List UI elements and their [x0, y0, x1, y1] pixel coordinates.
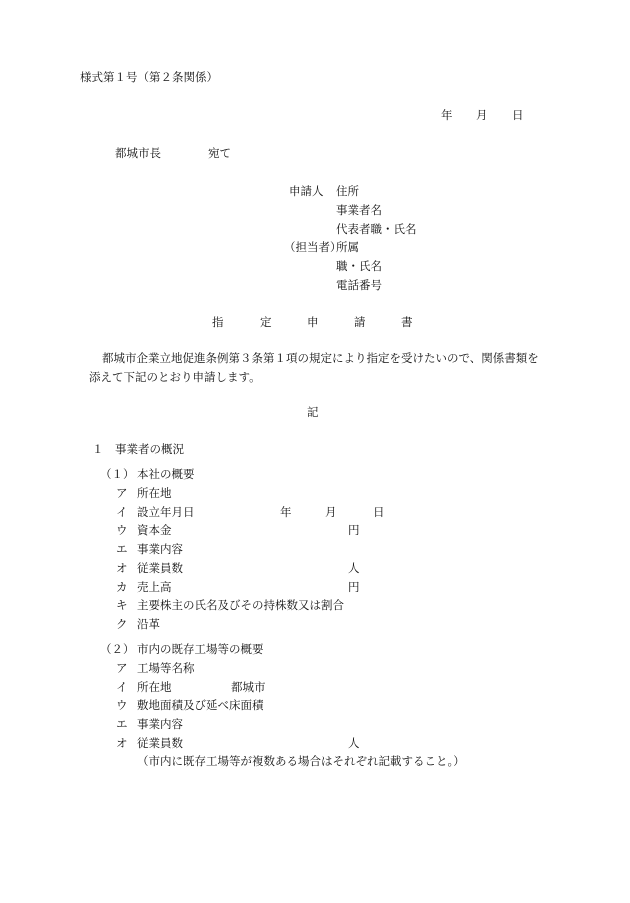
sub1-title: 本社の概要 — [137, 467, 195, 481]
title-char: 書 — [401, 315, 413, 329]
item-mark: ア — [116, 661, 128, 675]
form-label: 様式第１号（第２条関係） — [80, 70, 218, 84]
body-line-2: 添えて下記のとおり申請します。 — [89, 370, 261, 384]
item-value: 都城市 — [231, 680, 266, 694]
title-char: 指 — [212, 315, 224, 329]
item-label: 資本金 — [137, 523, 172, 537]
item-label: 主要株主の氏名及びその持株数又は割合 — [137, 598, 344, 612]
sub2-note: （市内に既存工場等が複数ある場合はそれぞれ記載すること。） — [137, 754, 465, 768]
item-mark: オ — [116, 736, 128, 750]
item-label: 敷地面積及び延べ床面積 — [137, 698, 264, 712]
contact-department: 所属 — [336, 240, 359, 254]
item-label: 沿革 — [137, 617, 160, 631]
item-mark: ク — [116, 617, 128, 631]
item-unit: 人 — [348, 561, 360, 575]
item-mark: カ — [116, 580, 128, 594]
item-unit: 円 — [348, 580, 360, 594]
contact-name: 職・氏名 — [336, 259, 382, 273]
item-label: 事業内容 — [137, 542, 183, 556]
item-label: 設立年月日 — [137, 505, 195, 519]
addressee-name: 都城市長 — [115, 146, 161, 160]
item-mark: エ — [116, 542, 128, 556]
title-char: 定 — [260, 315, 272, 329]
title-char: 請 — [354, 315, 366, 329]
item-mark: キ — [116, 598, 128, 612]
sub1-number: （１） — [100, 467, 135, 481]
item-unit: 円 — [348, 523, 360, 537]
title-char: 申 — [307, 315, 319, 329]
item-day: 日 — [373, 505, 385, 519]
sub2-title: 市内の既存工場等の概要 — [137, 642, 264, 656]
item-label: 所在地 — [137, 486, 172, 500]
item-mark: ウ — [116, 523, 128, 537]
section-heading: １ 事業者の概況 — [92, 442, 184, 456]
item-mark: ウ — [116, 698, 128, 712]
item-mark: オ — [116, 561, 128, 575]
applicant-business-name: 事業者名 — [336, 203, 382, 217]
date-year: 年 — [441, 108, 453, 122]
item-mark: エ — [116, 717, 128, 731]
item-mark: イ — [116, 505, 128, 519]
document-title — [0, 315, 630, 331]
item-year: 年 — [280, 505, 292, 519]
item-label: 従業員数 — [137, 561, 183, 575]
sub2-number: （２） — [100, 642, 135, 656]
item-label: 所在地 — [137, 680, 172, 694]
ki-heading: 記 — [307, 405, 319, 419]
body-line-1: 都城市企業立地促進条例第３条第１項の規定により指定を受けたいので、関係書類を — [102, 351, 539, 365]
item-label: 事業内容 — [137, 717, 183, 731]
item-month: 月 — [325, 505, 337, 519]
addressee-suffix: 宛て — [208, 146, 231, 160]
item-mark: イ — [116, 680, 128, 694]
applicant-address: 住所 — [336, 184, 359, 198]
applicant-representative: 代表者職・氏名 — [336, 222, 417, 236]
date-month: 月 — [476, 108, 488, 122]
item-mark: ア — [116, 486, 128, 500]
applicant-label: 申請人 — [289, 184, 324, 198]
contact-label: （担当者） — [284, 240, 342, 254]
item-unit: 人 — [348, 736, 360, 750]
item-label: 工場等名称 — [137, 661, 195, 675]
item-label: 売上高 — [137, 580, 172, 594]
date-day: 日 — [512, 108, 524, 122]
contact-phone: 電話番号 — [336, 278, 382, 292]
item-label: 従業員数 — [137, 736, 183, 750]
